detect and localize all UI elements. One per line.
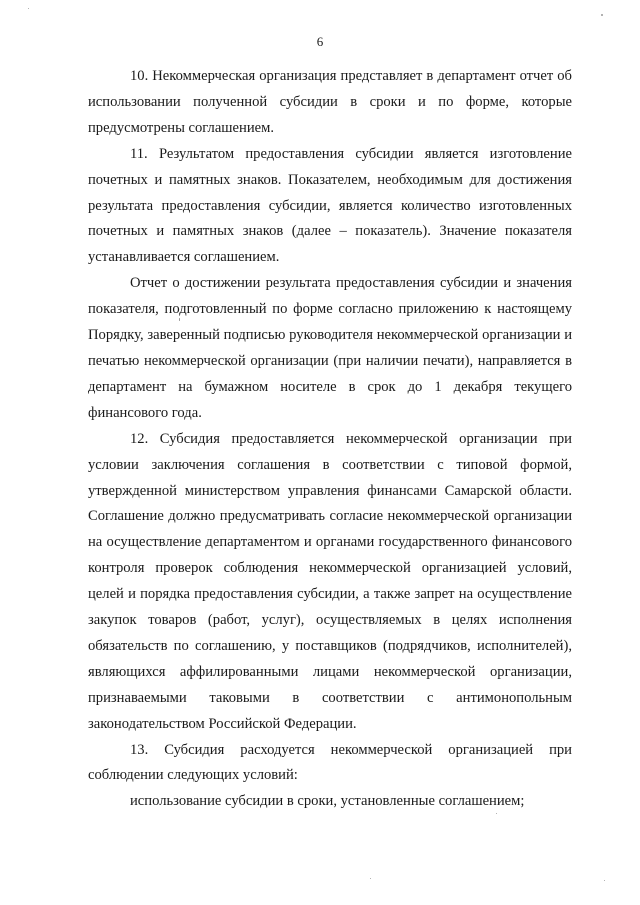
paragraph-10: 10. Некоммерческая организация представляет в департамент отчет об использовании полученной субсидии в сроки и по форме, которые предусмотрены соглашением. xyxy=(88,68,572,136)
scan-speck xyxy=(496,813,497,814)
document-body xyxy=(88,64,572,815)
paragraph-11-report: Отчет о достижении результата предоставления субсидии и значения показателя, подготовленный по форме согласно приложению к настоящему Порядку, заверенный подписью руководителя некоммерческой организации и печатью некоммерческой организации (при наличии печати), направляется в департамент на бумажном носителе в срок до 1 декабря текущего финансового года. xyxy=(88,275,572,421)
scan-speck xyxy=(179,318,180,321)
page-number: 6 xyxy=(316,34,324,49)
paragraph-11: 11. Результатом предоставления субсидии является изготовление почетных и памятных знаков. Показателем, необходимым для достижения результата предоставления субсидии, является количество изготовленных почетных и памятных знаков (далее – показатель). Значение показателя устанавливается соглашением. xyxy=(88,145,572,266)
scan-speck xyxy=(28,8,29,9)
paragraph-13: 13. Субсидия расходуется некоммерческой организацией при соблюдении следующих условий: xyxy=(88,741,572,784)
scan-speck xyxy=(370,878,371,879)
paragraph-13-condition: использование субсидии в сроки, установленные соглашением; xyxy=(130,793,525,810)
paragraph-12: 12. Субсидия предоставляется некоммерческой организации при условии заключения соглашения в соответствии с типовой формой, утвержденной министерством управления финансами Самарской области. Соглашение должно предусматривать согласие некоммерческой организации на осуществление департаментом и органами государственного финансового контроля проверок соблюдения некоммерческой организацией условий, целей и порядка предоставления субсидии, а также запрет на осуществление закупок товаров (работ, услуг), осуществляемых в целях исполнения обязательств по соглашению, у поставщиков (подрядчиков, исполнителей), являющихся аффилированными лицами некоммерческой организации, признаваемыми таковыми в соответствии с антимонопольным законодательством Российской Федерации. xyxy=(88,430,572,732)
scan-speck xyxy=(601,14,603,16)
scan-speck xyxy=(604,880,605,881)
